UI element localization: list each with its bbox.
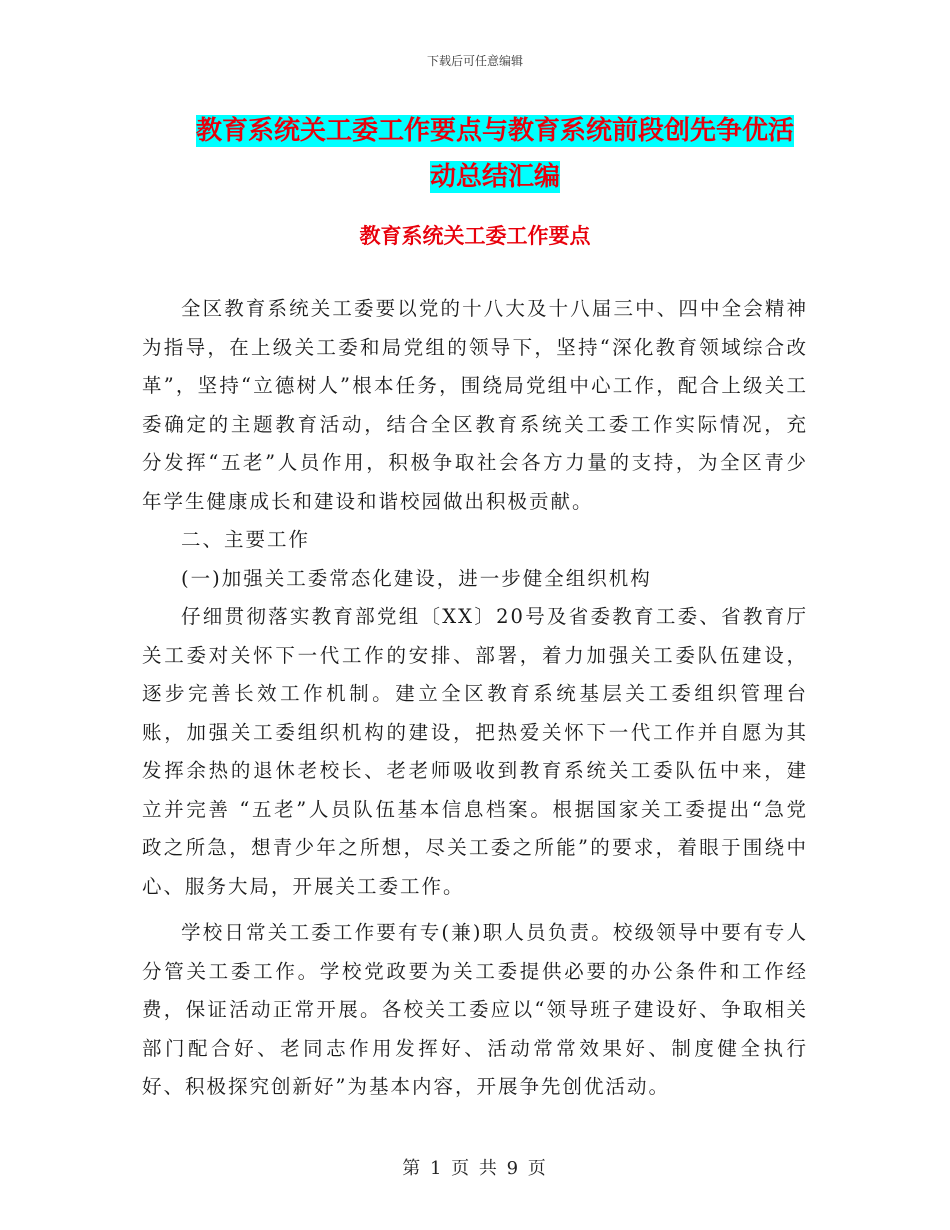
paragraph-intro: 全区教育系统关工委要以党的十八大及十八届三中、四中全会精神为指导，在上级关工委和局党组的领导下，坚持“深化教育领域综合改革”，坚持“立德树人”根本任务，围绕局党组中心工作，配合上级关工委确定的主题教育活动，结合全区教育系统关工委工作实际情况，充分发挥“五老”人员作用，积极争取社会各方力量的支持，为全区青少年学生健康成长和建设和谐校园做出积极贡献。: [142, 297, 808, 513]
heading-subsection-1: (一)加强关工委常态化建设，进一步健全组织机构: [181, 566, 652, 590]
section-title: 教育系统关工委工作要点: [359, 224, 591, 248]
document-title: [140, 108, 850, 200]
header-note: 下载后可任意编辑: [426, 54, 523, 68]
title-line-1: 教育系统关工委工作要点与教育系统前段创先争优活: [195, 116, 794, 146]
title-line-2: 动总结汇编: [429, 162, 560, 192]
body-text: [142, 290, 808, 1107]
paragraph-school-work: 学校日常关工委工作要有专(兼)职人员负责。校级领导中要有专人分管关工委工作。学校党政要为关工委提供必要的办公条件和工作经费，保证活动正常开展。各校关工委应以“领导班子建设好、争取相关部门配合好、老同志作用发挥好、活动常常效果好、制度健全执行好、积极探究创新好”为基本内容，开展争先创优活动。: [142, 921, 808, 1098]
page-footer: 第 1 页 共 9 页: [402, 1158, 548, 1179]
paragraph-organization: 仔细贯彻落实教育部党组〔XX〕20号及省委教育工委、省教育厅关工委对关怀下一代工作的安排、部署，着力加强关工委队伍建设，逐步完善长效工作机制。建立全区教育系统基层关工委组织管理台账，加强关工委组织机构的建设，把热爱关怀下一代工作并自愿为其发挥余热的退休老校长、老老师吸收到教育系统关工委队伍中来，建立并完善 “五老”人员队伍基本信息档案。根据国家关工委提出“急党政之所急，想青少年之所想，尽关工委之所能”的要求，着眼于围绕中心、服务大局，开展关工委工作。: [142, 605, 808, 898]
heading-main-work: 二、主要工作: [181, 528, 311, 551]
